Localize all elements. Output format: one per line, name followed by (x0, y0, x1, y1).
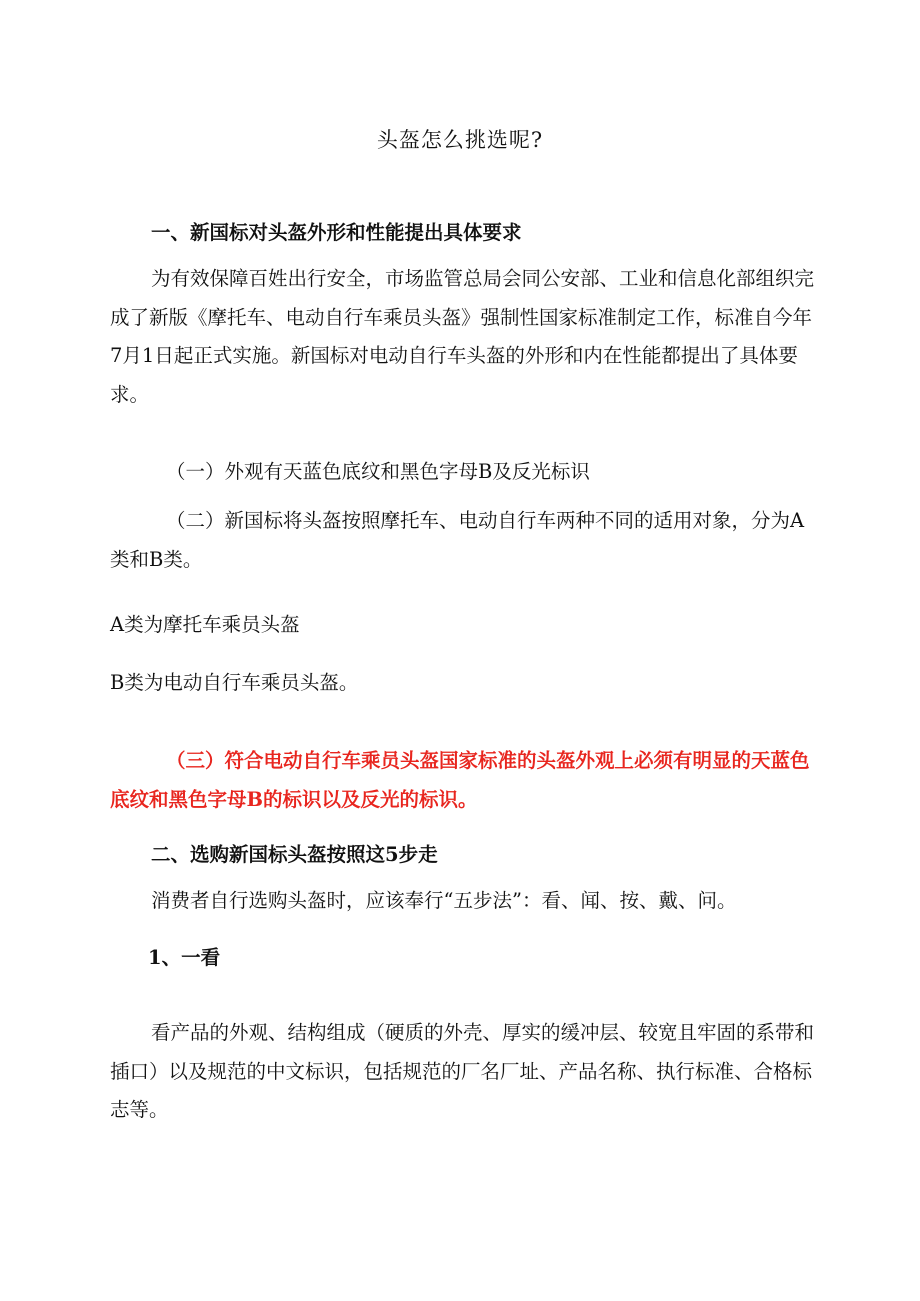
item-two-paragraph: （二）新国标将头盔按照摩托车、电动自行车两种不同的适用对象，分为A类和B类。 (110, 509, 805, 571)
class-a-line: A类为摩托车乘员头盔 (110, 613, 300, 636)
item-one-paragraph: （一）外观有天蓝色底纹和黑色字母B及反光标识 (166, 460, 590, 483)
section-heading-1: 一、新国标对头盔外形和性能提出具体要求 (151, 221, 522, 244)
document-title: 头盔怎么挑选呢? (376, 128, 544, 152)
five-step-intro: 消费者自行选购头盔时，应该奉行“五步法”：看、闻、按、戴、问。 (151, 889, 737, 912)
class-b-line: B类为电动自行车乘员头盔。 (110, 671, 359, 694)
intro-paragraph: 为有效保障百姓出行安全，市场监管总局会同公安部、工业和信息化部组织完成了新版《摩托车、电动自行车乘员头盔》强制性国家标准制定工作，标准自今年7月1日起正式实施。新国标对电动自行车头盔的外形和内在性能都提出了具体要求。 (110, 267, 815, 406)
item-three-highlight: （三）符合电动自行车乘员头盔国家标准的头盔外观上必须有明显的天蓝色底纹和黑色字母B的标识以及反光的标识。 (110, 749, 810, 811)
step-one-paragraph: 看产品的外观、结构组成（硬质的外壳、厚实的缓冲层、较宽且牢固的系带和插口）以及规范的中文标识，包括规范的厂名厂址、产品名称、执行标准、合格标志等。 (110, 1021, 815, 1121)
section-heading-2: 二、选购新国标头盔按照这5步走 (151, 843, 438, 866)
step-one-heading: 1、一看 (148, 946, 221, 969)
